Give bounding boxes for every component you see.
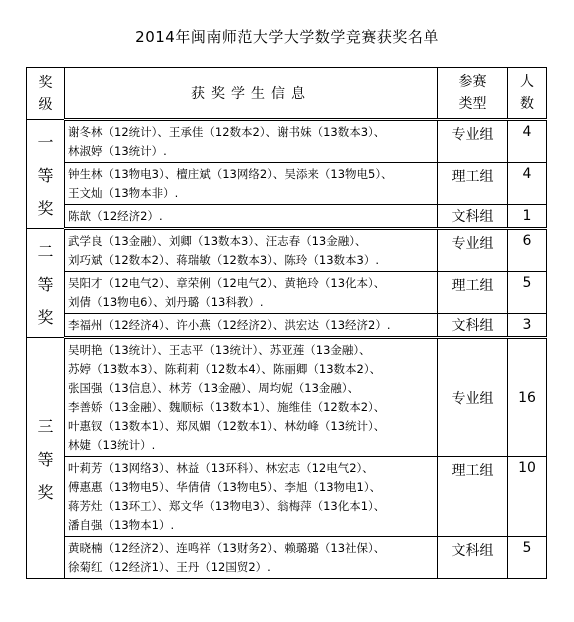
- winner-line: 叶莉芳（13网络3）、林益（13环科）、林宏志（12电气2）、: [68, 461, 374, 475]
- count-cell: 4: [508, 120, 547, 163]
- count-cell: 1: [508, 205, 547, 229]
- count-cell: 5: [508, 537, 547, 579]
- winner-line: 苏婷（13数本3）、陈莉莉（12数本4）、陈丽卿（13数本2）、: [68, 362, 382, 376]
- group-cell: 专业组: [438, 338, 508, 457]
- winner-line: 吴明艳（13统计）、王志平（13统计）、苏亚莲（13金融）、: [68, 343, 371, 357]
- winner-line: 李福州（12经济4）、许小燕（12经济2）、洪宏达（13经济2）.: [68, 318, 391, 332]
- header-grade-char: 奖: [38, 74, 53, 91]
- grade-char: 一: [37, 132, 54, 152]
- table-row: [27, 338, 547, 457]
- winner-line: 徐菊红（12经济1）、王丹（12国贸2）.: [68, 560, 271, 574]
- table-row: [27, 205, 547, 229]
- header-grade: [27, 68, 65, 120]
- winner-line: 王文灿（13物本非）.: [68, 186, 179, 200]
- winner-line: 钟生林（13物电3）、檀庄斌（13网络2）、吴添来（13物电5）、: [68, 167, 393, 181]
- grade-char: 等: [37, 274, 54, 294]
- header-group: [438, 68, 508, 120]
- grade-char: 三: [37, 416, 54, 436]
- grade-third: [27, 338, 65, 579]
- count-cell: 3: [508, 314, 547, 338]
- header-count-char: 数: [520, 96, 534, 112]
- header-count: [508, 68, 547, 120]
- winner-line: 谢冬林（12统计）、王承佳（12数本2）、谢书妹（13数本3）、: [68, 125, 386, 139]
- winner-list: [65, 457, 438, 537]
- winner-line: 刘倩（13物电6）、刘丹璐（13科教）.: [68, 295, 264, 309]
- header-group-line: 类型: [458, 96, 487, 112]
- grade-second: [27, 229, 65, 338]
- header-info: 获奖学生信息: [65, 68, 438, 120]
- header-count-char: 人: [520, 74, 534, 90]
- grade-char: 奖: [37, 482, 54, 502]
- winner-line: 傅惠惠（13物电5）、华倩倩（13物电5）、李旭（13物电1）、: [68, 480, 382, 494]
- table-row: [27, 314, 547, 338]
- winner-line: 李善娇（13金融）、魏顺标（13数本1）、施维佳（12数本2）、: [68, 400, 386, 414]
- header-grade-char: 级: [38, 96, 53, 113]
- winner-line: 张国强（13信息）、林芳（13金融）、周均妮（13金融）、: [68, 381, 360, 395]
- count-cell: 10: [508, 457, 547, 537]
- winner-line: 陈歆（12经济2）.: [68, 209, 163, 223]
- grade-char: 等: [37, 165, 54, 185]
- winner-line: 林淑婷（13统计）.: [68, 144, 167, 158]
- count-cell: 4: [508, 163, 547, 205]
- group-cell: 专业组: [438, 229, 508, 272]
- table-row: [27, 457, 547, 537]
- group-cell: 理工组: [438, 272, 508, 314]
- page-title: 2014年闽南师范大学大学数学竞赛获奖名单: [135, 28, 439, 46]
- winner-list: [65, 537, 438, 579]
- header-row: [27, 68, 547, 120]
- table-row: [27, 272, 547, 314]
- winner-list: [65, 229, 438, 272]
- grade-first: [27, 120, 65, 229]
- header-group-line: 参赛: [458, 74, 487, 90]
- table-row: [27, 537, 547, 579]
- grade-char: 二: [37, 241, 54, 261]
- grade-char: 奖: [37, 198, 54, 218]
- winner-list: [65, 314, 438, 338]
- group-cell: 文科组: [438, 537, 508, 579]
- winner-line: 吴阳才（12电气2）、章荣俐（12电气2）、黄艳玲（13化本）、: [68, 276, 386, 290]
- award-table: [26, 67, 547, 579]
- count-cell: 6: [508, 229, 547, 272]
- group-cell: 文科组: [438, 205, 508, 229]
- winner-list: [65, 338, 438, 457]
- winner-list: [65, 205, 438, 229]
- winner-list: [65, 272, 438, 314]
- winner-line: 林婕（13统计）.: [68, 438, 156, 452]
- winner-line: 武学良（13金融）、刘卿（13数本3）、汪志春（13金融）、: [68, 234, 367, 248]
- winner-line: 蒋芳灶（13环工）、郑文华（13物电3）、翁梅萍（13化本1）、: [68, 499, 386, 513]
- grade-char: 奖: [37, 307, 54, 327]
- group-cell: 理工组: [438, 457, 508, 537]
- table-row: [27, 163, 547, 205]
- winner-line: 叶惠钗（13数本1）、郑凤媚（12数本1）、林幼峰（13统计）、: [68, 419, 386, 433]
- grade-char: 等: [37, 449, 54, 469]
- table-row: [27, 120, 547, 163]
- count-cell: 5: [508, 272, 547, 314]
- group-cell: 理工组: [438, 163, 508, 205]
- count-cell: 16: [508, 338, 547, 457]
- group-cell: 专业组: [438, 120, 508, 163]
- winner-line: 刘巧斌（12数本2）、蒋瑞敏（12数本3）、陈玲（13数本3）.: [68, 253, 380, 267]
- group-cell: 文科组: [438, 314, 508, 338]
- winner-list: [65, 120, 438, 163]
- winner-list: [65, 163, 438, 205]
- table-row: [27, 229, 547, 272]
- winner-line: 黄晓楠（12经济2）、连鸣祥（13财务2）、赖璐璐（13社保）、: [68, 541, 386, 555]
- winner-line: 潘自强（13物本1）.: [68, 518, 175, 532]
